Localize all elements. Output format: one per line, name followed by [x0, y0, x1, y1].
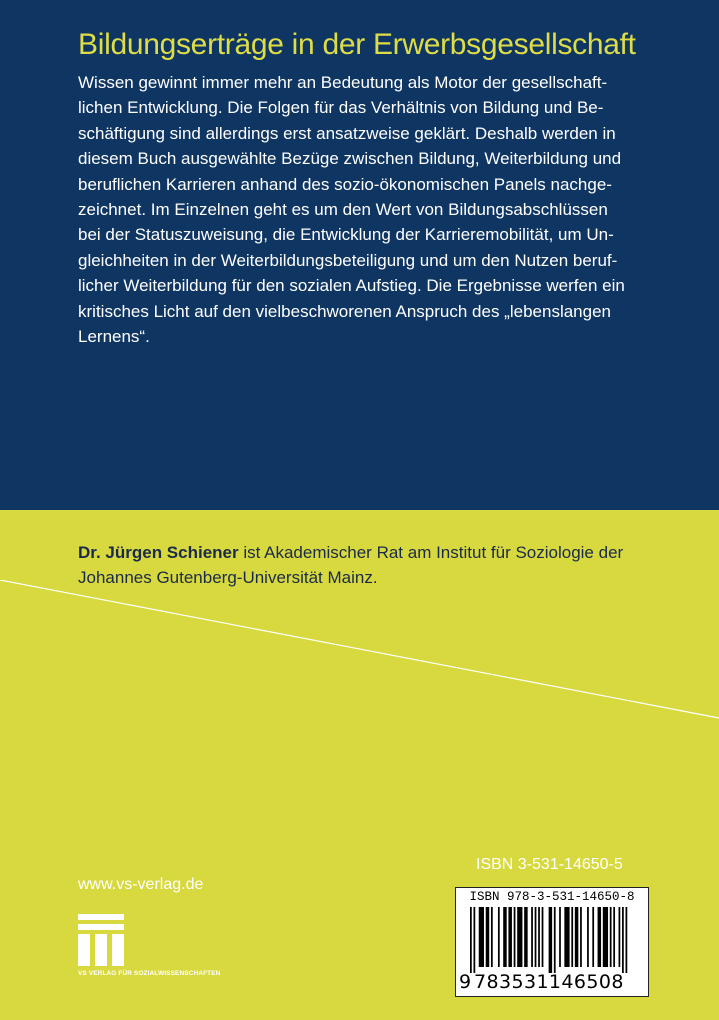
barcode-bar	[473, 907, 475, 973]
blurb-line: schäftigung sind allerdings erst ansatzweise geklärt. Deshalb werden in	[78, 123, 616, 143]
diagonal-line	[0, 580, 719, 730]
barcode-bar	[622, 907, 624, 973]
blurb-line: licher Weiterbildung für den sozialen Aufstieg. Die Ergebnisse werfen ein	[78, 276, 625, 296]
author-bio-line: Johannes Gutenberg-Universität Mainz.	[78, 568, 378, 587]
barcode-bar	[626, 907, 628, 973]
barcode-isbn-label: ISBN 978-3-531-14650-8	[469, 890, 635, 904]
barcode-bar	[486, 907, 489, 967]
blurb-line: kritisches Licht auf den vielbeschworenen Anspruch des „lebenslangen	[78, 301, 611, 321]
barcode-bar	[580, 907, 582, 967]
blurb-line: Wissen gewinnt immer mehr an Bedeutung als Motor der gesellschaft-	[78, 73, 608, 92]
website-link[interactable]: www.vs-verlag.de	[78, 876, 204, 893]
barcode-bar	[517, 907, 522, 967]
barcode-bar	[514, 907, 516, 967]
blurb-line: gleichheiten in der Weiterbildungsbeteiligung und um den Nutzen beruf-	[78, 250, 618, 270]
barcode-bar	[603, 907, 608, 967]
blurb-text	[78, 70, 678, 349]
barcode-bar	[535, 907, 537, 967]
barcode-bar	[498, 907, 500, 967]
barcode-bar	[524, 907, 527, 967]
author-name: Dr. Jürgen Schiener	[78, 543, 239, 562]
barcode-bar	[491, 907, 493, 967]
barcode-bar	[564, 907, 569, 967]
barcode-bar	[508, 907, 511, 967]
barcode-bar	[549, 907, 552, 973]
barcode	[455, 887, 649, 997]
blurb-line: beruflichen Karrieren anhand des sozio-ökonomischen Panels nachge-	[78, 174, 612, 194]
barcode-bar	[592, 907, 594, 967]
barcode-bars	[470, 907, 636, 973]
barcode-bar	[587, 907, 589, 967]
barcode-number: 783531146508	[474, 971, 624, 993]
publisher-logo-icon	[78, 914, 124, 966]
isbn-10: ISBN 3-531-14650-5	[476, 856, 623, 873]
barcode-bar	[610, 907, 612, 967]
book-title: Bildungserträge in der Erwerbsgesellschaft	[78, 28, 636, 61]
barcode-bar	[613, 907, 615, 967]
barcode-bar	[559, 907, 561, 967]
barcode-bar	[542, 907, 544, 967]
barcode-bar	[470, 907, 472, 973]
publisher-name: VS VERLAG FÜR SOZIALWISSENSCHAFTEN	[78, 970, 221, 977]
blurb-line: bei der Statuszuweisung, die Entwicklung der Karrieremobilität, um Un-	[78, 225, 614, 245]
barcode-bar	[571, 907, 573, 967]
blurb-line: lichen Entwicklung. Die Folgen für das Verhältnis von Bildung und Be-	[78, 98, 604, 118]
barcode-bar	[479, 907, 484, 967]
barcode-bar	[538, 907, 540, 967]
barcode-bar	[619, 907, 621, 967]
barcode-bar	[554, 907, 556, 973]
barcode-bar	[575, 907, 578, 967]
barcode-bar	[598, 907, 601, 967]
author-affiliation: ist Akademischer Rat am Institut für Soziologie der	[238, 543, 624, 562]
author-bio-line	[78, 540, 623, 565]
blurb-line: zeichnet. Im Einzelnen geht es um den Wert von Bildungsabschlüssen	[78, 200, 608, 220]
blurb-line: diesem Buch ausgewählte Bezüge zwischen Bildung, Weiterbildung und	[78, 149, 622, 169]
barcode-bar	[503, 907, 506, 967]
barcode-first-digit: 9	[459, 971, 472, 993]
barcode-bar	[531, 907, 533, 967]
blurb-line: Lernens“.	[78, 327, 150, 347]
